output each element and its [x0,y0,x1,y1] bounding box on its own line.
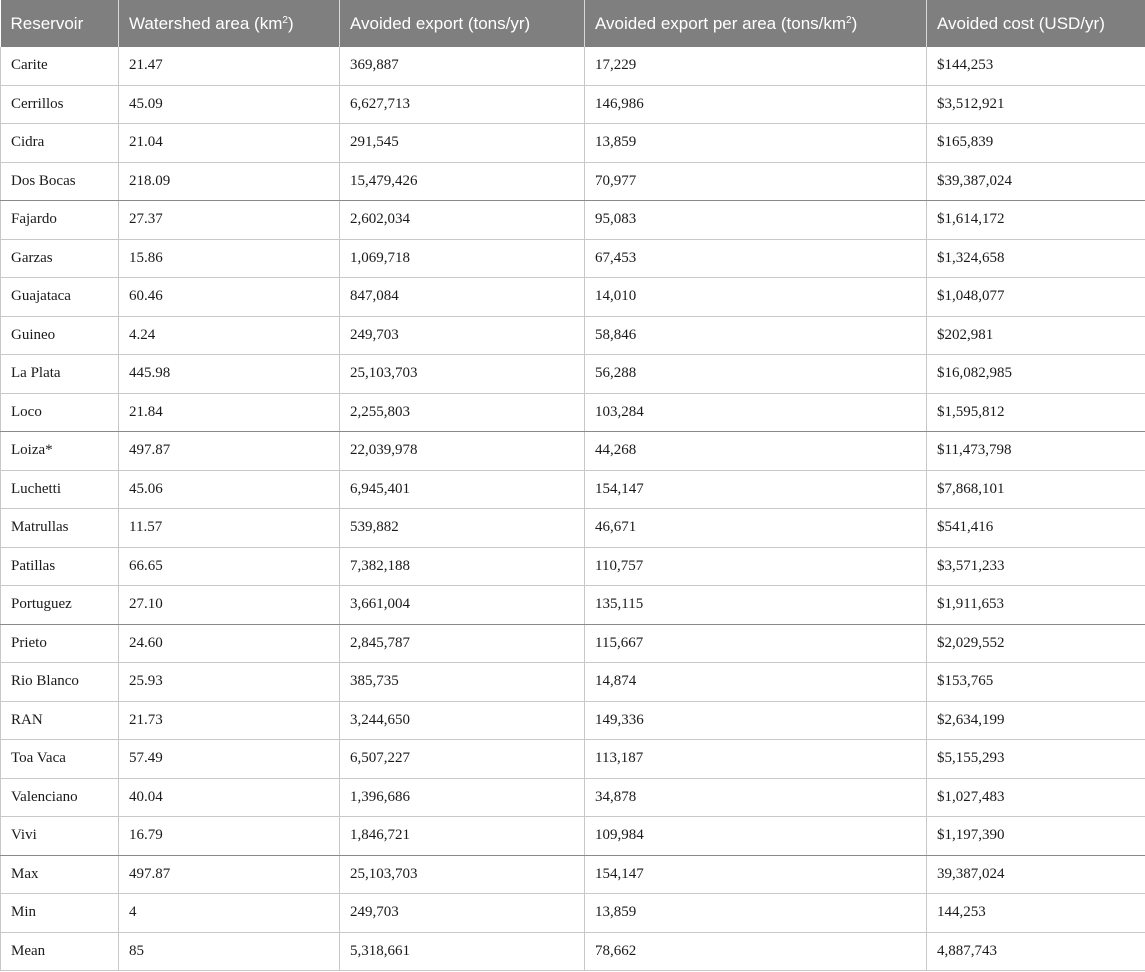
header-text: Reservoir [10,13,84,33]
cell-reservoir: Guajataca [1,278,119,317]
cell-avoided-cost: $1,027,483 [927,778,1145,817]
cell-avoided-cost: $202,981 [927,316,1145,355]
cell-watershed-area: 60.46 [119,278,340,317]
table-row [1,47,1145,85]
cell-avoided-cost: $2,029,552 [927,624,1145,663]
cell-watershed-area: 21.04 [119,124,340,163]
header-suffix: ) [287,13,294,33]
cell-watershed-area: 27.37 [119,201,340,240]
cell-avoided-cost: $153,765 [927,663,1145,702]
cell-watershed-area: 445.98 [119,355,340,394]
header-avoided-export-per-area [585,0,927,47]
table-row [1,124,1145,163]
table-row [1,239,1145,278]
header-suffix: ) [851,13,858,33]
cell-avoided-export: 6,945,401 [340,470,585,509]
cell-watershed-area: 21.47 [119,47,340,85]
cell-avoided-export: 5,318,661 [340,932,585,971]
cell-reservoir: Loco [1,393,119,432]
cell-avoided-export-per-area: 146,986 [585,85,927,124]
cell-avoided-export: 249,703 [340,316,585,355]
cell-avoided-cost: $1,595,812 [927,393,1145,432]
cell-avoided-export-per-area: 154,147 [585,855,927,894]
cell-avoided-cost: $3,512,921 [927,85,1145,124]
table-row [1,701,1145,740]
table-row [1,586,1145,625]
cell-reservoir: Carite [1,47,119,85]
cell-avoided-export-per-area: 14,874 [585,663,927,702]
cell-avoided-cost: $16,082,985 [927,355,1145,394]
header-watershed-area [119,0,340,47]
cell-reservoir: Min [1,894,119,933]
cell-avoided-cost: 144,253 [927,894,1145,933]
cell-reservoir: Vivi [1,817,119,856]
cell-avoided-export-per-area: 46,671 [585,509,927,548]
cell-avoided-export: 3,244,650 [340,701,585,740]
cell-reservoir: Dos Bocas [1,162,119,201]
table-row [1,470,1145,509]
cell-avoided-cost: 4,887,743 [927,932,1145,971]
cell-avoided-export-per-area: 113,187 [585,740,927,779]
cell-watershed-area: 57.49 [119,740,340,779]
cell-avoided-export-per-area: 154,147 [585,470,927,509]
cell-watershed-area: 4.24 [119,316,340,355]
cell-avoided-export: 1,846,721 [340,817,585,856]
cell-avoided-cost: $1,324,658 [927,239,1145,278]
cell-avoided-cost: $1,197,390 [927,817,1145,856]
cell-avoided-export-per-area: 13,859 [585,894,927,933]
cell-avoided-cost: $144,253 [927,47,1145,85]
cell-avoided-export: 25,103,703 [340,355,585,394]
cell-avoided-export-per-area: 115,667 [585,624,927,663]
cell-avoided-export-per-area: 13,859 [585,124,927,163]
cell-avoided-export: 6,627,713 [340,85,585,124]
cell-avoided-cost: $1,911,653 [927,586,1145,625]
header-avoided-cost [927,0,1145,47]
cell-reservoir: Luchetti [1,470,119,509]
cell-reservoir: Cidra [1,124,119,163]
cell-watershed-area: 25.93 [119,663,340,702]
cell-reservoir: Mean [1,932,119,971]
cell-avoided-export: 3,661,004 [340,586,585,625]
cell-reservoir: Prieto [1,624,119,663]
cell-reservoir: Garzas [1,239,119,278]
cell-avoided-export: 1,396,686 [340,778,585,817]
cell-avoided-cost: 39,387,024 [927,855,1145,894]
cell-watershed-area: 4 [119,894,340,933]
cell-avoided-export: 15,479,426 [340,162,585,201]
table-row [1,547,1145,586]
cell-avoided-export: 2,602,034 [340,201,585,240]
cell-avoided-export-per-area: 110,757 [585,547,927,586]
cell-avoided-export-per-area: 14,010 [585,278,927,317]
cell-avoided-export: 291,545 [340,124,585,163]
table-header [1,0,1145,47]
cell-avoided-export: 7,382,188 [340,547,585,586]
cell-watershed-area: 66.65 [119,547,340,586]
header-text: Watershed area (km [129,13,283,33]
table-row [1,894,1145,933]
cell-avoided-export: 847,084 [340,278,585,317]
cell-avoided-export: 1,069,718 [340,239,585,278]
cell-avoided-export-per-area: 56,288 [585,355,927,394]
header-text: Avoided export per area (tons/km [595,13,847,33]
cell-reservoir: Max [1,855,119,894]
cell-avoided-cost: $7,868,101 [927,470,1145,509]
table-row [1,778,1145,817]
cell-watershed-area: 27.10 [119,586,340,625]
cell-avoided-export-per-area: 95,083 [585,201,927,240]
cell-watershed-area: 45.09 [119,85,340,124]
header-text: Avoided export (tons/yr) [350,13,531,33]
cell-reservoir: Rio Blanco [1,663,119,702]
cell-avoided-export-per-area: 135,115 [585,586,927,625]
cell-reservoir: Loiza* [1,432,119,471]
cell-reservoir: La Plata [1,355,119,394]
cell-avoided-cost: $39,387,024 [927,162,1145,201]
cell-watershed-area: 21.84 [119,393,340,432]
cell-avoided-cost: $5,155,293 [927,740,1145,779]
cell-avoided-export: 6,507,227 [340,740,585,779]
cell-watershed-area: 497.87 [119,432,340,471]
cell-watershed-area: 85 [119,932,340,971]
cell-avoided-export-per-area: 34,878 [585,778,927,817]
cell-watershed-area: 218.09 [119,162,340,201]
table-row [1,316,1145,355]
cell-reservoir: Guineo [1,316,119,355]
cell-reservoir: Valenciano [1,778,119,817]
cell-avoided-cost: $165,839 [927,124,1145,163]
cell-watershed-area: 40.04 [119,778,340,817]
cell-avoided-export-per-area: 58,846 [585,316,927,355]
cell-avoided-export-per-area: 109,984 [585,817,927,856]
cell-avoided-cost: $3,571,233 [927,547,1145,586]
table-row [1,624,1145,663]
header-text: Avoided cost (USD/yr) [937,13,1105,33]
cell-avoided-export-per-area: 149,336 [585,701,927,740]
cell-avoided-export: 2,845,787 [340,624,585,663]
cell-reservoir: Cerrillos [1,85,119,124]
table-row [1,740,1145,779]
cell-watershed-area: 497.87 [119,855,340,894]
cell-avoided-cost: $1,614,172 [927,201,1145,240]
cell-reservoir: Matrullas [1,509,119,548]
cell-avoided-export-per-area: 44,268 [585,432,927,471]
table-row [1,817,1145,856]
cell-avoided-export-per-area: 103,284 [585,393,927,432]
cell-avoided-cost: $2,634,199 [927,701,1145,740]
cell-watershed-area: 11.57 [119,509,340,548]
table-row [1,85,1145,124]
cell-reservoir: RAN [1,701,119,740]
cell-reservoir: Patillas [1,547,119,586]
table-row [1,201,1145,240]
header-superscript: 2 [846,14,852,26]
cell-reservoir: Portuguez [1,586,119,625]
table-row [1,932,1145,971]
cell-avoided-export-per-area: 67,453 [585,239,927,278]
table-row [1,393,1145,432]
table-row [1,432,1145,471]
table-row [1,355,1145,394]
cell-reservoir: Fajardo [1,201,119,240]
header-row [1,0,1145,47]
table-body [1,47,1145,971]
table-row [1,855,1145,894]
cell-avoided-cost: $11,473,798 [927,432,1145,471]
cell-watershed-area: 21.73 [119,701,340,740]
header-reservoir [1,0,119,47]
header-superscript: 2 [282,14,288,26]
cell-watershed-area: 16.79 [119,817,340,856]
cell-watershed-area: 45.06 [119,470,340,509]
cell-avoided-export-per-area: 78,662 [585,932,927,971]
cell-watershed-area: 15.86 [119,239,340,278]
cell-avoided-export: 22,039,978 [340,432,585,471]
cell-avoided-export-per-area: 70,977 [585,162,927,201]
cell-watershed-area: 24.60 [119,624,340,663]
cell-reservoir: Toa Vaca [1,740,119,779]
cell-avoided-export: 369,887 [340,47,585,85]
cell-avoided-export: 25,103,703 [340,855,585,894]
table-row [1,278,1145,317]
cell-avoided-cost: $541,416 [927,509,1145,548]
cell-avoided-export-per-area: 17,229 [585,47,927,85]
table-row [1,509,1145,548]
cell-avoided-export: 249,703 [340,894,585,933]
table-row [1,162,1145,201]
cell-avoided-export: 539,882 [340,509,585,548]
cell-avoided-cost: $1,048,077 [927,278,1145,317]
table-row [1,663,1145,702]
header-avoided-export [340,0,585,47]
cell-avoided-export: 385,735 [340,663,585,702]
cell-avoided-export: 2,255,803 [340,393,585,432]
